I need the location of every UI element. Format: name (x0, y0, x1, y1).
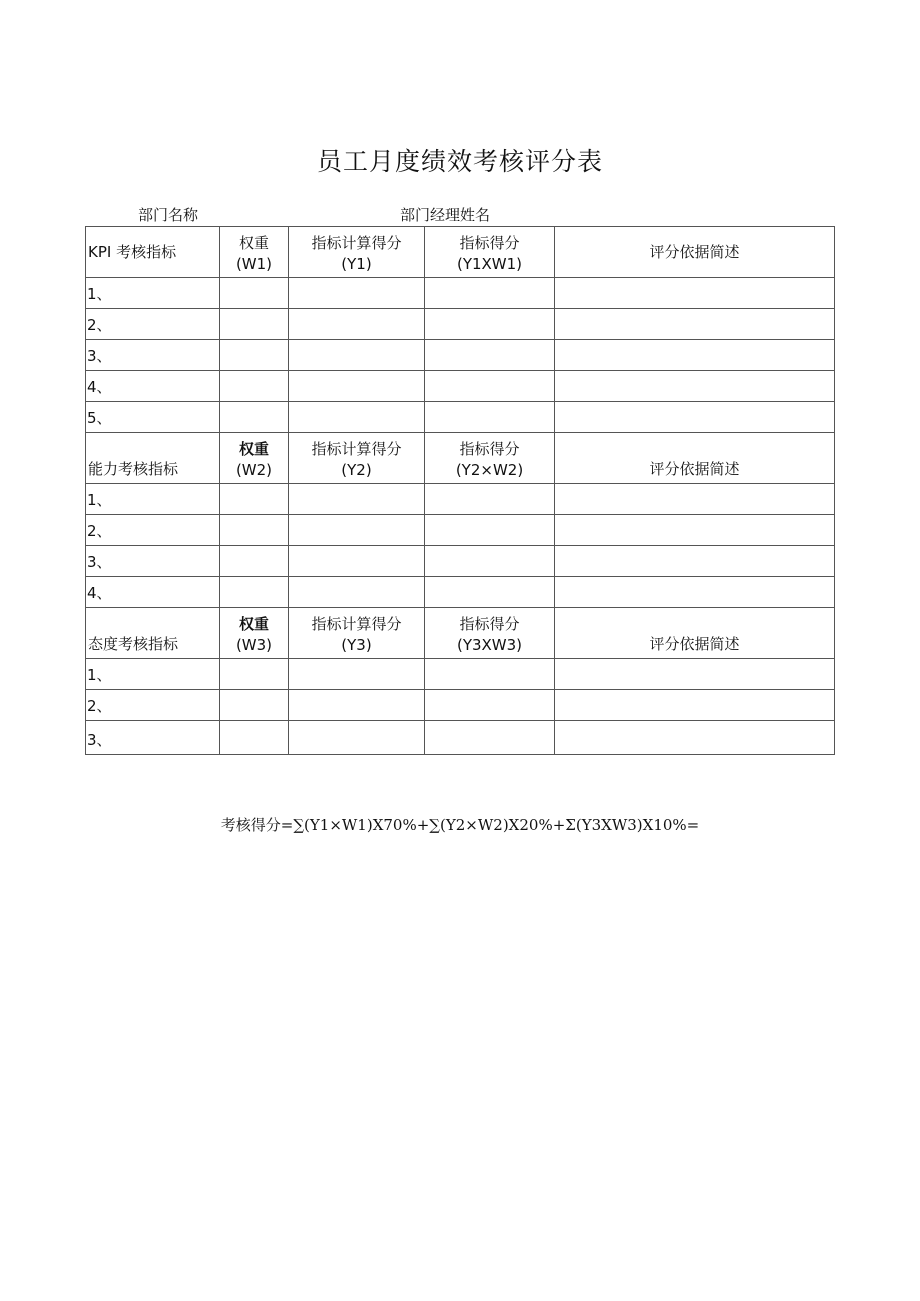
calc-score-cell[interactable] (289, 546, 425, 577)
attitude-weight-header (220, 608, 289, 659)
row-index: 3、 (86, 340, 220, 371)
table-row (86, 371, 835, 402)
weight-code: (W1) (235, 255, 273, 273)
basis-cell[interactable] (555, 690, 835, 721)
row-index: 5、 (86, 402, 220, 433)
weight-cell[interactable] (220, 402, 289, 433)
indicator-score-cell[interactable] (425, 278, 555, 309)
calc-score-label: 指标计算得分 (311, 615, 402, 633)
attitude-header-row (86, 608, 835, 659)
basis-cell[interactable] (555, 402, 835, 433)
table-row (86, 278, 835, 309)
weight-cell[interactable] (220, 371, 289, 402)
indicator-score-code: (Y1XW1) (456, 255, 523, 273)
calc-score-code: (Y1) (341, 255, 372, 273)
basis-cell[interactable] (555, 484, 835, 515)
weight-cell[interactable] (220, 278, 289, 309)
weight-label: 权重 (238, 440, 269, 458)
calc-score-code: (Y2) (341, 461, 372, 479)
kpi-indicator-score-header (425, 227, 555, 278)
indicator-score-code: (Y2×W2) (455, 461, 524, 479)
calc-score-cell[interactable] (289, 690, 425, 721)
department-name-label: 部门名称 (138, 206, 199, 224)
attitude-basis-header: 评分依据简述 (555, 608, 835, 659)
calc-score-cell[interactable] (289, 340, 425, 371)
table-row (86, 515, 835, 546)
weight-cell[interactable] (220, 546, 289, 577)
kpi-basis-header: 评分依据简述 (555, 227, 835, 278)
indicator-score-cell[interactable] (425, 371, 555, 402)
evaluation-table (85, 226, 835, 755)
indicator-score-label: 指标得分 (459, 234, 520, 252)
indicator-score-cell[interactable] (425, 721, 555, 755)
basis-cell[interactable] (555, 371, 835, 402)
weight-label: 权重 (238, 234, 269, 252)
weight-cell[interactable] (220, 484, 289, 515)
row-index: 2、 (86, 515, 220, 546)
basis-cell[interactable] (555, 278, 835, 309)
calc-score-label: 指标计算得分 (311, 440, 402, 458)
calc-score-cell[interactable] (289, 278, 425, 309)
weight-code: (W3) (235, 636, 273, 654)
basis-cell[interactable] (555, 659, 835, 690)
basis-cell[interactable] (555, 515, 835, 546)
ability-calc-score-header (289, 433, 425, 484)
calc-score-cell[interactable] (289, 721, 425, 755)
table-row (86, 484, 835, 515)
indicator-score-cell[interactable] (425, 309, 555, 340)
ability-weight-header (220, 433, 289, 484)
weight-label: 权重 (238, 615, 269, 633)
weight-cell[interactable] (220, 659, 289, 690)
weight-cell[interactable] (220, 309, 289, 340)
indicator-score-label: 指标得分 (459, 440, 520, 458)
table-row (86, 309, 835, 340)
calc-score-cell[interactable] (289, 402, 425, 433)
indicator-score-label: 指标得分 (459, 615, 520, 633)
table-row (86, 659, 835, 690)
attitude-indicator-score-header (425, 608, 555, 659)
row-index: 3、 (86, 721, 220, 755)
calc-score-code: (Y3) (341, 636, 372, 654)
page-title: 员工月度绩效考核评分表 (316, 147, 603, 176)
row-index: 2、 (86, 309, 220, 340)
indicator-score-cell[interactable] (425, 402, 555, 433)
calc-score-cell[interactable] (289, 371, 425, 402)
weight-cell[interactable] (220, 721, 289, 755)
calc-score-cell[interactable] (289, 484, 425, 515)
indicator-score-cell[interactable] (425, 659, 555, 690)
ability-basis-header: 评分依据简述 (555, 433, 835, 484)
row-index: 1、 (86, 484, 220, 515)
indicator-score-cell[interactable] (425, 515, 555, 546)
calc-score-cell[interactable] (289, 309, 425, 340)
basis-cell[interactable] (555, 577, 835, 608)
row-index: 4、 (86, 577, 220, 608)
kpi-indicator-header: KPI 考核指标 (86, 227, 220, 278)
ability-indicator-score-header (425, 433, 555, 484)
calc-score-cell[interactable] (289, 515, 425, 546)
ability-header-row (86, 433, 835, 484)
manager-name-label: 部门经理姓名 (400, 206, 491, 224)
basis-cell[interactable] (555, 721, 835, 755)
table-row (86, 690, 835, 721)
basis-cell[interactable] (555, 546, 835, 577)
kpi-calc-score-header (289, 227, 425, 278)
indicator-score-cell[interactable] (425, 546, 555, 577)
calc-score-label: 指标计算得分 (311, 234, 402, 252)
table-row (86, 340, 835, 371)
row-index: 3、 (86, 546, 220, 577)
indicator-score-cell[interactable] (425, 484, 555, 515)
row-index: 4、 (86, 371, 220, 402)
indicator-score-cell[interactable] (425, 340, 555, 371)
calc-score-cell[interactable] (289, 577, 425, 608)
attitude-calc-score-header (289, 608, 425, 659)
indicator-score-cell[interactable] (425, 577, 555, 608)
attitude-indicator-header: 态度考核指标 (86, 608, 220, 659)
weight-code: (W2) (235, 461, 273, 479)
weight-cell[interactable] (220, 690, 289, 721)
basis-cell[interactable] (555, 340, 835, 371)
weight-cell[interactable] (220, 515, 289, 546)
table-row (86, 402, 835, 433)
basis-cell[interactable] (555, 309, 835, 340)
indicator-score-code: (Y3XW3) (456, 636, 523, 654)
calc-score-cell[interactable] (289, 659, 425, 690)
kpi-header-row (86, 227, 835, 278)
row-index: 1、 (86, 659, 220, 690)
table-row (86, 546, 835, 577)
weight-cell[interactable] (220, 340, 289, 371)
table-row (86, 577, 835, 608)
weight-cell[interactable] (220, 577, 289, 608)
table-row (86, 721, 835, 755)
indicator-score-cell[interactable] (425, 690, 555, 721)
kpi-weight-header (220, 227, 289, 278)
row-index: 2、 (86, 690, 220, 721)
row-index: 1、 (86, 278, 220, 309)
ability-indicator-header: 能力考核指标 (86, 433, 220, 484)
score-formula: 考核得分=∑(Y1×W1)X70%+∑(Y2×W2)X20%+Σ(Y3XW3)X10%= (220, 816, 700, 834)
